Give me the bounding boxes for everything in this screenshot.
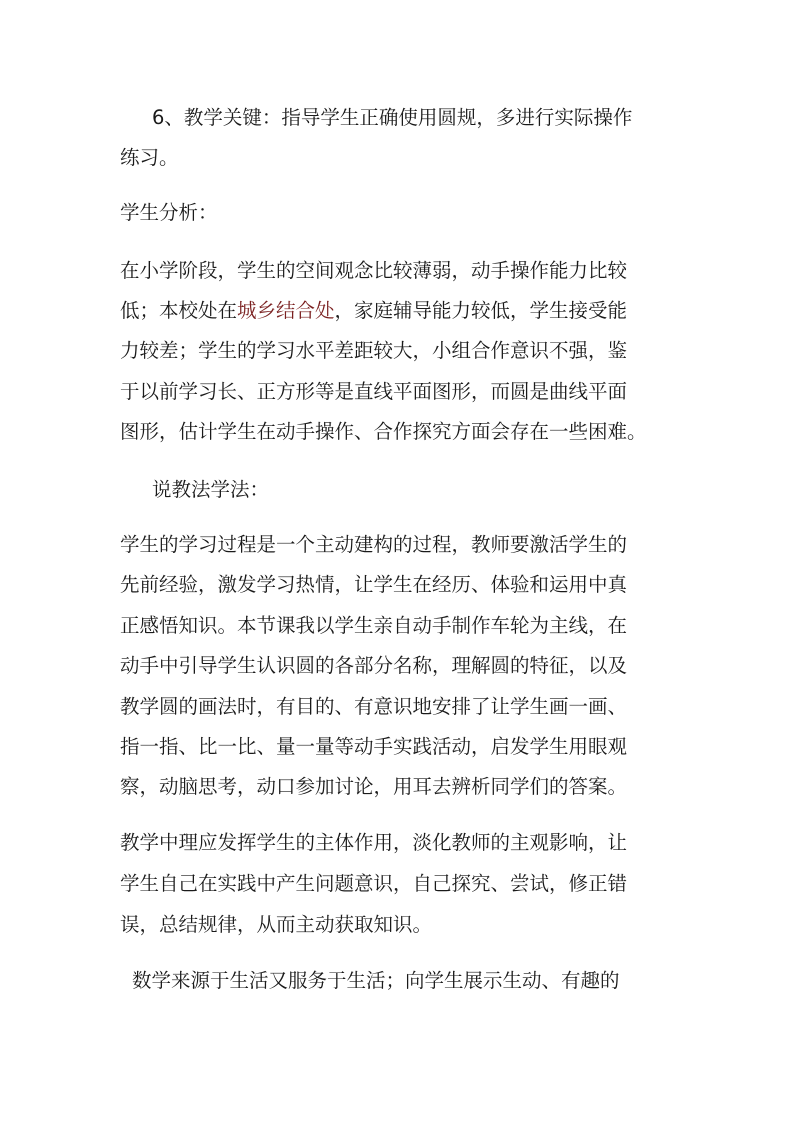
student-analysis-heading: 学生分析： <box>120 201 218 224</box>
methods-p3-line-1: 数学来源于生活又服务于生活；向学生展示生动、有趣的 <box>132 969 620 992</box>
methods-p2-line-3: 误，总结规律，从而主动获取知识。 <box>120 913 433 936</box>
methods-p1-line-2: 先前经验，激发学习热情，让学生在经历、体验和运用中真 <box>120 573 628 596</box>
student-analysis-line-4: 于以前学习长、正方形等是直线平面图形，而圆是曲线平面 <box>120 380 628 403</box>
methods-p1-line-5: 教学圆的画法时，有目的、有意识地安排了让学生画一画、 <box>120 695 628 718</box>
methods-p1-line-7: 察，动脑思考，动口参加讨论，用耳去辨析同学们的答案。 <box>120 775 628 798</box>
methods-p1-line-6: 指一指、比一比、量一量等动手实践活动，启发学生用眼观 <box>120 735 628 758</box>
student-analysis-line-3: 力较差；学生的学习水平差距较大，小组合作意识不强，鉴 <box>120 339 628 362</box>
student-analysis-line-2-post: ，家庭辅导能力较低，学生接受能 <box>334 299 628 322</box>
methods-p2-line-1: 教学中理应发挥学生的主体作用，淡化教师的主观影响，让 <box>120 831 628 854</box>
methods-p1-line-3: 正感悟知识。本节课我以学生亲自动手制作车轮为主线，在 <box>120 614 628 637</box>
methods-p2-line-2: 学生自己在实践中产生问题意识，自己探究、尝试，修正错 <box>120 872 628 895</box>
student-analysis-line-1: 在小学阶段，学生的空间观念比较薄弱，动手操作能力比较 <box>120 259 628 282</box>
student-analysis-line-2 <box>120 296 680 326</box>
methods-p1-line-1: 学生的学习过程是一个主动建构的过程，教师要激活学生的 <box>120 533 628 556</box>
methods-heading: 说教法学法： <box>152 478 270 501</box>
methods-p1-line-4: 动手中引导学生认识圆的各部分名称，理解圆的特征，以及 <box>120 654 628 677</box>
highlighted-phrase: 城乡结合处 <box>237 299 335 322</box>
student-analysis-line-5: 图形，估计学生在动手操作、合作探究方面会存在一些困难。 <box>120 420 647 443</box>
key-point-line-2: 练习。 <box>120 146 179 169</box>
student-analysis-line-2-pre: 低；本校处在 <box>120 299 238 322</box>
key-point-line-1: 6、教学关键：指导学生正确使用圆规，多进行实际操作 <box>152 106 633 129</box>
